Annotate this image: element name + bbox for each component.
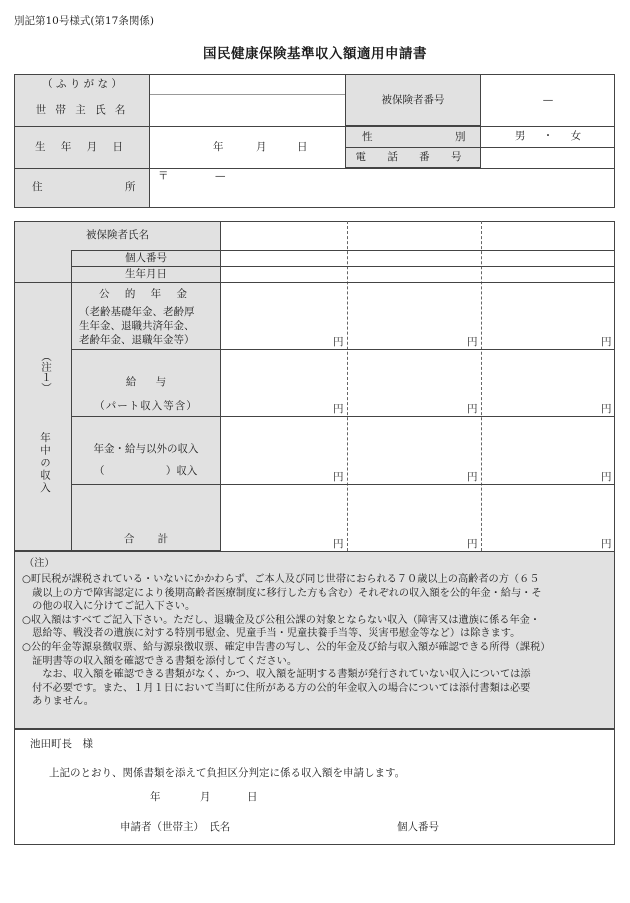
insured-number-field[interactable]: — [542, 93, 554, 106]
salary-amount-field-3[interactable] [483, 351, 613, 414]
yen-unit: 円 [333, 538, 344, 550]
note-line: 歳以上の方で障害認定により後期高齢者医療制度に移行した方も含む）それぞれの収入額を公的年金・給与・そ [22, 587, 542, 599]
pension-detail-3: 老齢年金、退職年金等） [79, 334, 195, 346]
insured-name-field-1[interactable] [222, 222, 346, 249]
note-line: ○収入額はすべてご記入下さい。ただし、退職金及び公租公課の対象とならない収入（障害又は遺族に係る年金・ [22, 614, 541, 626]
applicant-name-label: 申請者（世帯主） 氏名 [120, 821, 231, 833]
birth-month-label: 月 [256, 141, 267, 153]
pension-detail-1: （老齢基礎年金、老齢厚 [79, 306, 195, 318]
pension-detail-2: 生年金、退職共済年金、 [79, 320, 195, 332]
postal-mark: 〒 [158, 170, 169, 182]
applicant-personal-number-field[interactable] [452, 818, 607, 836]
other-amount-field-2[interactable] [349, 418, 479, 482]
salary-amount-field-2[interactable] [349, 351, 479, 414]
note-line: ○公的年金等源泉徴収票、給与源泉徴収票、確定申告書の写し、公的年金及び給与収入額が確認できる所得（課税） [22, 642, 551, 653]
date-year-label: 年 [150, 791, 161, 803]
insured-name-field-3[interactable] [483, 222, 614, 249]
pension-amount-field-2[interactable] [349, 284, 479, 347]
insured-number-label: 被保険者番号 [381, 93, 445, 106]
yen-unit: 円 [467, 538, 478, 550]
sex-label-2: 別 [455, 131, 466, 143]
note-line: の他の収入に分けてご記入下さい。 [22, 601, 196, 613]
birth-label: 生 年 月 日 [34, 140, 129, 153]
other-income-label: 年金・給与以外の収入 [93, 443, 199, 455]
annual-income-label: 年中の収入 [39, 432, 51, 495]
yen-unit: 円 [333, 403, 344, 415]
insured-name-label: 被保険者氏名 [86, 229, 149, 241]
applicant-name-field[interactable] [240, 818, 380, 836]
applicant-personal-number-label: 個人番号 [397, 821, 439, 833]
address-field[interactable] [150, 168, 614, 208]
total-amount-field-3[interactable] [483, 486, 613, 549]
note-line: ありません。 [22, 696, 94, 708]
head-name-field[interactable] [152, 96, 342, 124]
date-day-label: 日 [247, 791, 258, 803]
total-amount-field-2[interactable] [349, 486, 479, 549]
note-line: 証明書等の収入額を確認できる書類を添付してください。 [22, 655, 298, 667]
sex-label-1: 性 [362, 131, 373, 143]
form-number: 別記第10号様式(第17条関係) [14, 15, 154, 27]
pension-amount-field-3[interactable] [483, 284, 613, 347]
yen-unit: 円 [601, 471, 612, 483]
yen-unit: 円 [601, 403, 612, 415]
yen-unit: 円 [601, 336, 612, 348]
birth-year-label: 年 [213, 141, 224, 153]
head-name-label: 世 帯 主 氏 名 [35, 104, 129, 116]
note-line: ○町民税が課税されている・いないにかかわらず、ご本人及び同じ世帯におられる７０歳以上の高齢者の方（６５ [22, 574, 540, 585]
address-label-2: 所 [125, 181, 136, 193]
note-reference: （注１） [40, 351, 52, 393]
other-amount-field-1[interactable] [223, 418, 345, 482]
pension-label: 公 的 年 金 [98, 288, 193, 300]
addressee: 池田町長 様 [30, 738, 93, 750]
personal-number-label: 個人番号 [125, 251, 167, 264]
phone-label: 電 話 番 号 [355, 151, 471, 163]
application-statement: 上記のとおり、関係書類を添えて負担区分判定に係る収入額を申請します。 [49, 767, 406, 779]
date-month-label: 月 [200, 791, 211, 803]
yen-unit: 円 [467, 336, 478, 348]
birthdate-label: 生年月日 [125, 267, 167, 280]
notes-heading: （注） [24, 558, 55, 569]
yen-unit: 円 [467, 403, 478, 415]
birth-date-field[interactable] [150, 126, 345, 168]
salary-label: 給 与 [125, 376, 167, 388]
note-line: なお、収入額を確認できる書類がなく、かつ、収入額を証明する書類が発行されていない収入については添 [22, 669, 531, 681]
yen-unit: 円 [467, 471, 478, 483]
furigana-label: （ ふ り が な ） [42, 78, 122, 90]
page-title: 国民健康保険基準収入額適用申請書 [203, 46, 427, 62]
other-income-type: （ ）収入 [94, 465, 198, 477]
note-line: 恩給等、戦没者の遺族に対する特別弔慰金、児童手当・児童扶養手当等、災害弔慰金等など）は除きます。 [22, 628, 521, 640]
sex-options[interactable]: 男 ・ 女 [514, 130, 582, 142]
furigana-field[interactable] [152, 76, 342, 92]
yen-unit: 円 [333, 336, 344, 348]
total-label: 合 計 [123, 533, 169, 545]
insured-name-field-2[interactable] [349, 222, 480, 249]
phone-field[interactable] [482, 149, 612, 166]
pension-amount-field-1[interactable] [223, 284, 345, 347]
yen-unit: 円 [601, 538, 612, 550]
note-line: 付不必要です。また、１月１日において当町に住所がある方の公的年金収入の場合については添付書類は必要 [22, 682, 531, 694]
address-label-1: 住 [32, 181, 43, 193]
yen-unit: 円 [333, 471, 344, 483]
other-amount-field-3[interactable] [483, 418, 613, 482]
postal-dash: — [215, 170, 226, 182]
salary-detail: （パート収入等含） [94, 400, 198, 412]
birth-day-label: 日 [297, 141, 308, 153]
salary-amount-field-1[interactable] [223, 351, 345, 414]
total-amount-field-1[interactable] [223, 486, 345, 549]
